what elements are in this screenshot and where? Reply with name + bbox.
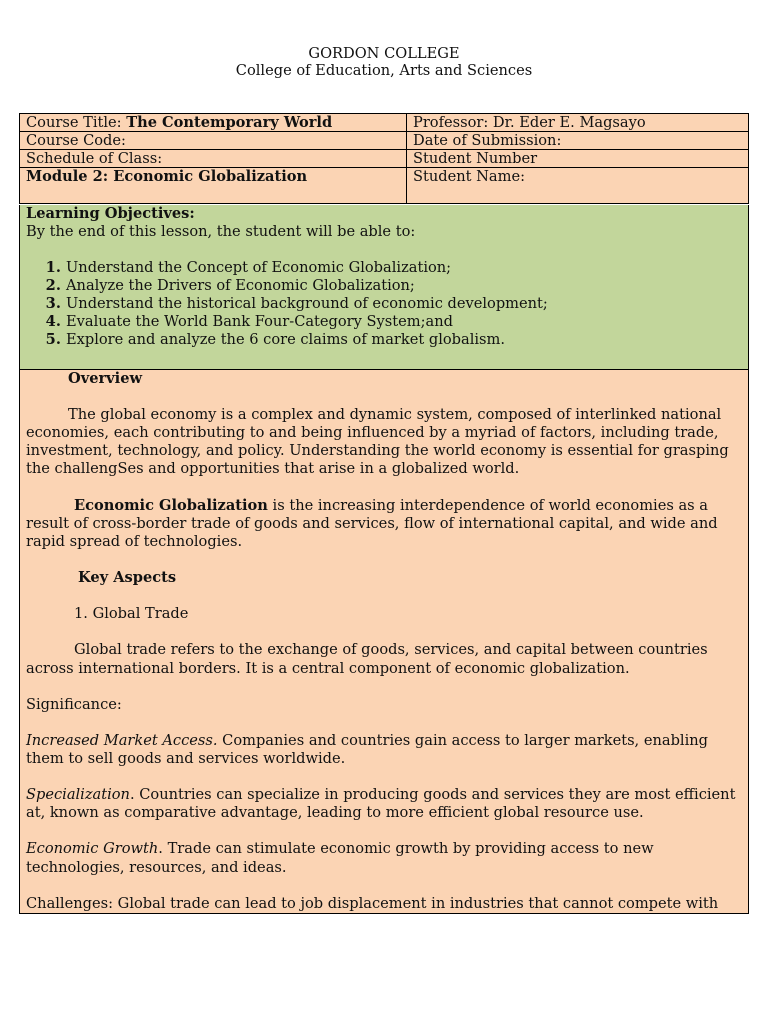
course-title-value: The Contemporary World <box>126 114 333 131</box>
date-of-submission-cell: Date of Submission: <box>407 132 749 150</box>
economic-growth-paragraph <box>26 840 742 876</box>
economic-globalization-paragraph <box>26 497 742 551</box>
list-item: 4. Evaluate the World Bank Four-Category System;and <box>66 313 742 331</box>
global-trade-paragraph: Global trade refers to the exchange of goods, services, and capital between countries across international borders. It is a central component of economic globalization. <box>26 641 708 677</box>
market-access-text: Companies and countries gain access to larger markets, enabling them to sell goods and services worldwide. <box>26 731 708 767</box>
specialization-term: Specialization <box>26 786 130 804</box>
global-trade-heading: 1. Global Trade <box>74 605 189 623</box>
objectives-heading: Learning Objectives: <box>26 205 195 222</box>
objectives-list <box>26 259 742 349</box>
professor-cell: Professor: Dr. Eder E. Magsayo <box>407 114 749 132</box>
overview-paragraph: The global economy is a complex and dynamic system, composed of interlinked national economies, each contributing to and being influenced by a myriad of factors, including trade, investment, technology, and policy. Understanding the world economy is essential for grasping the challengSes and opportunities that arise in a globalized world. <box>26 406 729 478</box>
student-number-cell: Student Number <box>407 150 749 168</box>
learning-objectives-box <box>19 205 749 370</box>
key-aspects-heading: Key Aspects <box>78 569 177 587</box>
course-info-table <box>19 113 749 204</box>
growth-text: . Trade can stimulate economic growth by providing access to new technologies, resources, and ideas. <box>26 840 654 876</box>
module-cell <box>20 168 407 204</box>
lesson-content <box>19 369 749 914</box>
course-title-label: Course Title: <box>26 114 127 131</box>
significance-label: Significance: <box>26 695 122 713</box>
growth-term: Economic Growth <box>26 840 159 858</box>
objectives-intro: By the end of this lesson, the student will be able to: <box>26 223 416 240</box>
eg-term: Economic Globalization <box>74 496 268 514</box>
course-code-cell: Course Code: <box>20 132 407 150</box>
institution-name: GORDON COLLEGE <box>308 45 460 62</box>
specialization-text: . Countries can specialize in producing goods and services they are most efficient at, known as comparative advantage, leading to more efficient global resource use. <box>26 786 736 822</box>
list-item: 2. Analyze the Drivers of Economic Globalization; <box>66 277 742 295</box>
table-row <box>20 132 749 150</box>
list-item: 3. Understand the historical background of economic development; <box>66 295 742 313</box>
specialization-paragraph <box>26 786 742 822</box>
student-name-cell: Student Name: <box>407 168 749 204</box>
table-row <box>20 114 749 132</box>
course-title-cell <box>20 114 407 132</box>
list-item: 5. Explore and analyze the 6 core claims of market globalism. <box>66 331 742 349</box>
table-row <box>20 168 749 204</box>
eg-definition: is the increasing interdependence of world economies as a result of cross-border trade of goods and services, flow of international capital, and wide and rapid spread of technologies. <box>26 496 718 550</box>
table-row <box>20 150 749 168</box>
college-name: College of Education, Arts and Sciences <box>235 62 533 79</box>
module-title: Module 2: Economic Globalization <box>26 168 308 185</box>
schedule-cell: Schedule of Class: <box>20 150 407 168</box>
list-item: 1. Understand the Concept of Economic Globalization; <box>66 259 742 277</box>
overview-heading: Overview <box>68 370 143 387</box>
challenges-paragraph: Challenges: Global trade can lead to job displacement in industries that cannot compete with <box>26 894 719 912</box>
document-header <box>0 45 768 79</box>
market-access-term: Increased Market Access. <box>26 731 218 749</box>
market-access-paragraph <box>26 732 742 768</box>
